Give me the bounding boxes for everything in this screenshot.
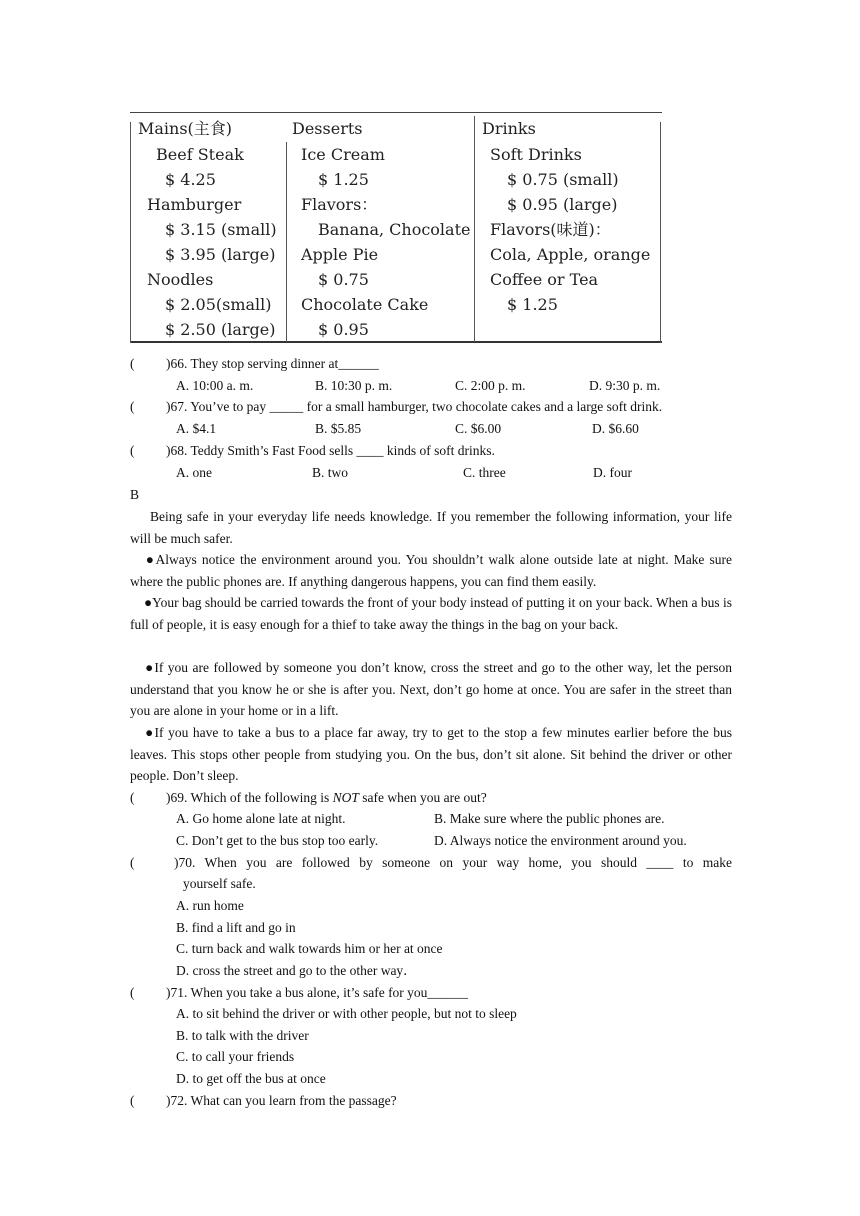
passage-bullet: ●If you are followed by someone you don’t know, cross the street and go to the other way, let the person understand that you know he or she is after you. Next, don’t go home at once. You are safer in the street than you are alone in your home or in a lift. (130, 660, 732, 719)
emphasis-not: NOT (332, 790, 359, 805)
menu-item: Noodles (147, 270, 214, 289)
option-b: B. 10:30 p. m. (315, 378, 393, 393)
option-a: A. to sit behind the driver or with other people, but not to sleep (176, 1006, 517, 1021)
question-stem: )69. Which of the following is NOT safe when you are out? (166, 790, 487, 805)
option-b: B. two (312, 465, 349, 480)
menu-item: Ice Cream (301, 145, 385, 164)
option-a: A. Go home alone late at night. (176, 811, 346, 826)
passage-bullet: ●If you have to take a bus to a place far away, try to get to the stop a few minutes earlier before the bus leaves. This stops other people from studying you. On the bus, don’t sit alone. Sit behind the driver or other people. Don’t sleep. (130, 725, 732, 784)
section-label: B (130, 487, 140, 502)
option-b: B. $5.85 (315, 421, 362, 436)
option-b: B. Make sure where the public phones are. (434, 811, 665, 826)
menu-item: Cola, Apple, orange (490, 245, 651, 264)
menu-price: $ 0.95 (318, 320, 369, 339)
menu-top-border (130, 112, 662, 113)
menu-price: $ 3.15 (small) (165, 220, 277, 239)
option-c: C. Don’t get to the bus stop too early. (176, 833, 379, 848)
menu-item: Banana, Chocolate (318, 220, 471, 239)
option-d: D. 9:30 p. m. (589, 378, 661, 393)
menu-item: Chocolate Cake (301, 295, 429, 314)
question-stem: )68. Teddy Smith’s Fast Food sells ____ kinds of soft drinks. (166, 443, 495, 458)
menu-item: Beef Steak (156, 145, 244, 164)
answer-blank: ( (130, 790, 135, 805)
option-c: C. three (463, 465, 506, 480)
option-c: C. turn back and walk towards him or her at once (176, 941, 443, 956)
menu-price: $ 1.25 (318, 170, 369, 189)
option-c: C. 2:00 p. m. (455, 378, 526, 393)
option-a: A. one (176, 465, 212, 480)
option-b: B. to talk with the driver (176, 1028, 309, 1043)
option-b: B. find a lift and go in (176, 920, 296, 935)
question-stem: )66. They stop serving dinner at______ (166, 356, 379, 371)
option-d: D. cross the street and go to the other way． (176, 963, 417, 978)
menu-divider-1 (286, 142, 287, 342)
menu-desserts-heading: Desserts (292, 119, 363, 138)
menu-item: Hamburger (147, 195, 242, 214)
menu-item: Flavors(味道)： (490, 220, 611, 239)
menu-right-border (660, 122, 661, 343)
menu-price: $ 3.95 (large) (165, 245, 276, 264)
option-a: A. 10:00 a. m. (176, 378, 254, 393)
menu-table (130, 112, 662, 343)
menu-mains-heading: Mains(主食) (138, 119, 233, 138)
answer-blank: ( (130, 443, 135, 458)
menu-price: $ 4.25 (165, 170, 216, 189)
answer-blank: ( (130, 356, 135, 371)
answer-blank: ( (130, 985, 135, 1000)
option-d: D. $6.60 (592, 421, 639, 436)
menu-price: $ 0.75 (318, 270, 369, 289)
passage-paragraph (130, 657, 732, 722)
passage-bullet: ●Your bag should be carried towards the front of your body instead of putting it on your back. When a bus is full of people, it is easy enough for a thief to take away the things in the bag on your back. (130, 595, 732, 632)
question-stem: )72. What can you learn from the passage? (166, 1093, 397, 1108)
passage-intro: Being safe in your everyday life needs knowledge. If you remember the following information, your life will be much safer. (130, 509, 732, 546)
menu-divider-2 (474, 116, 475, 342)
question-stem-continued: yourself safe. (183, 876, 256, 891)
option-d: D. four (593, 465, 632, 480)
option-d: D. Always notice the environment around you. (434, 833, 687, 848)
answer-blank: ( (130, 1093, 135, 1108)
question-stem: )67. You’ve to pay _____ for a small hamburger, two chocolate cakes and a large soft drink. (166, 399, 663, 414)
passage-paragraph (130, 506, 732, 549)
menu-price: $ 1.25 (507, 295, 558, 314)
menu-price: $ 2.05(small) (165, 295, 272, 314)
menu-item: Flavors： (301, 195, 378, 214)
menu-item: Soft Drinks (490, 145, 582, 164)
passage-paragraph (130, 592, 732, 635)
question-stem: )71. When you take a bus alone, it’s safe for you______ (166, 985, 468, 1000)
menu-bottom-border (130, 341, 662, 343)
option-a: A. $4.1 (176, 421, 217, 436)
answer-blank: ( (130, 855, 135, 870)
option-d: D. to get off the bus at once (176, 1071, 326, 1086)
passage-paragraph (130, 722, 732, 787)
menu-drinks-heading: Drinks (482, 119, 536, 138)
question-stem: )70. When you are followed by someone on your way home, you should ____ to make (174, 855, 732, 870)
menu-item: Coffee or Tea (490, 270, 599, 289)
menu-left-border (130, 122, 131, 343)
menu-price: $ 0.75 (small) (507, 170, 619, 189)
passage-bullet: ●Always notice the environment around you. You shouldn’t walk alone outside late at night. Make sure where the public phones are. If anything dangerous happens, you can find them easily. (130, 552, 732, 589)
passage-paragraph (130, 549, 732, 592)
menu-price: $ 2.50 (large) (165, 320, 276, 339)
menu-price: $ 0.95 (large) (507, 195, 618, 214)
menu-item: Apple Pie (301, 245, 379, 264)
option-c: C. to call your friends (176, 1049, 295, 1064)
answer-blank: ( (130, 399, 135, 414)
option-a: A. run home (176, 898, 244, 913)
option-c: C. $6.00 (455, 421, 502, 436)
